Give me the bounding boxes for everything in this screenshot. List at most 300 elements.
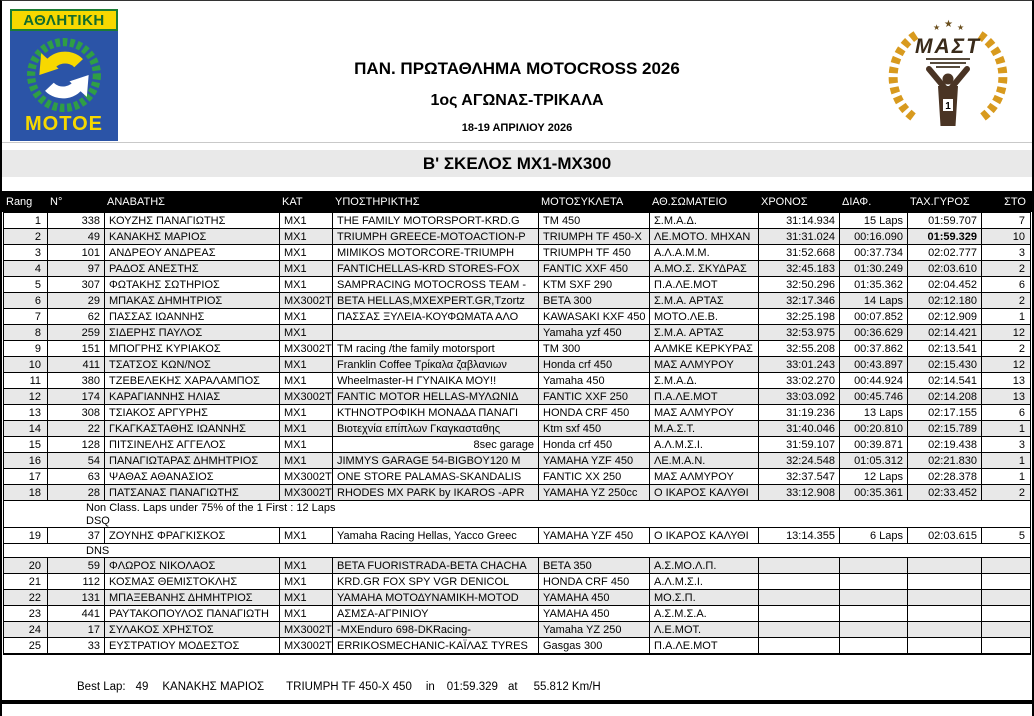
cell-bike: Yamaha 450 — [539, 373, 650, 388]
cell-category: MX1 — [280, 277, 333, 292]
cell-bestlap — [908, 638, 982, 653]
cell-category: MX1 — [280, 405, 333, 420]
cell-diff: 00:37.862 — [840, 341, 908, 356]
cell-club: Α.Λ.Μ.Σ.Ι. — [650, 437, 759, 452]
cell-number: 49 — [48, 229, 105, 244]
cell-rider: ΓΚΑΓΚΑΣΤΑΘΗΣ ΙΩΑΝΝΗΣ — [105, 421, 280, 436]
cell-club: Α.ΜΟ.Σ. ΣΚΥΔΡΑΣ — [650, 261, 759, 276]
cell-category: MX1 — [280, 245, 333, 260]
cell-sponsor: Βιοτεχνία επίπλων Γκαγκασταθης — [333, 421, 539, 436]
cell-lap-number: 5 — [1018, 529, 1025, 542]
cell-diff — [840, 638, 908, 653]
cell-bike: KTM SXF 290 — [539, 277, 650, 292]
cell-category: MX1 — [280, 261, 333, 276]
cell-bestlap: 02:21.830 — [908, 453, 982, 468]
cell-rank: 24 — [4, 622, 48, 637]
cell-diff: 13 Laps — [840, 405, 908, 420]
best-lap-label: Best Lap: — [77, 681, 126, 693]
cell-time: 33:12.908 — [759, 485, 840, 500]
cell-bike: FANTIC XXF 450 — [539, 261, 650, 276]
cell-diff — [840, 574, 908, 589]
cell-club: Π.Α.ΛΕ.ΜΟΤ — [650, 277, 759, 292]
cell-rider: ΠΑΝΑΓΙΩΤΑΡΑΣ ΔΗΜΗΤΡΙΟΣ — [105, 453, 280, 468]
cell-sponsor: Yamaha Racing Hellas, Yacco Greec — [333, 528, 539, 543]
mast-subtitle-line — [936, 66, 960, 68]
motoe-athletic-label: ΑΘΛΗΤΙΚΗ — [10, 9, 118, 31]
cell-category: MX1 — [280, 213, 333, 228]
result-row — [4, 292, 1030, 308]
cell-diff: 00:43.897 — [840, 357, 908, 372]
cell-bestlap: 02:14.421 — [908, 325, 982, 340]
cell-time — [759, 622, 840, 637]
cell-time — [759, 558, 840, 573]
cell-club: ΜΑΣ ΑΛΜΥΡΟΥ — [650, 357, 759, 372]
race-date: 18-19 ΑΠΡΙΛΙΟΥ 2026 — [461, 122, 573, 134]
cell-sponsor: Franklin Coffee Τρίκαλα ζαβλανιων — [333, 357, 539, 372]
cell-number: 380 — [48, 373, 105, 388]
cell-rank: 10 — [4, 357, 48, 372]
cell-time: 32:17.346 — [759, 293, 840, 308]
race-title: 1ος ΑΓΩΝΑΣ-ΤΡΙΚΑΛΑ — [430, 92, 604, 109]
cell-diff — [840, 590, 908, 605]
cell-number: 308 — [48, 405, 105, 420]
cell-lap-number — [982, 574, 1030, 589]
cell-time: 33:03.092 — [759, 389, 840, 404]
cell-time: 31:31.024 — [759, 229, 840, 244]
cell-diff: 00:20.810 — [840, 421, 908, 436]
result-row — [4, 573, 1030, 589]
result-row — [4, 324, 1030, 340]
cell-lap-number: 12 — [1012, 358, 1025, 371]
mast-star-icon: ★ — [933, 23, 941, 32]
table-header-row — [2, 191, 1032, 212]
title-block — [2, 1, 1032, 134]
cell-club: ΛΕ.Μ.Α.Ν. — [650, 453, 759, 468]
result-row — [4, 605, 1030, 621]
cell-rider: ΚΟΥΖΗΣ ΠΑΝΑΓΙΩΤΗΣ — [105, 213, 280, 228]
cell-rank: 18 — [4, 485, 48, 500]
cell-club: ΜΑΣ ΑΛΜΥΡΟΥ — [650, 405, 759, 420]
cell-club: Π.Α.ΛΕ.ΜΟΤ — [650, 638, 759, 653]
cell-category: MX1 — [280, 437, 333, 452]
cell-sponsor: YAMAHA ΜΟΤΟΔΥΝΑΜΙΚΗ-MOTOD — [333, 590, 539, 605]
cell-lap-number: 1 — [1018, 310, 1025, 323]
cell-club: Ο ΙΚΑΡΟΣ ΚΑΛΥΘΙ — [650, 528, 759, 543]
cell-bike: TM 450 — [539, 213, 650, 228]
result-row — [4, 388, 1030, 404]
result-row — [4, 356, 1030, 372]
cell-bestlap: 02:15.430 — [908, 357, 982, 372]
cell-bestlap: 02:04.452 — [908, 277, 982, 292]
cell-number: 33 — [48, 638, 105, 653]
result-row — [4, 372, 1030, 388]
cell-number: 112 — [48, 574, 105, 589]
cell-club: Α.Σ.Μ.Σ.Α. — [650, 606, 759, 621]
cell-rank: 13 — [4, 405, 48, 420]
cell-time: 31:40.046 — [759, 421, 840, 436]
cell-club: Α.Λ.Μ.Σ.Ι. — [650, 574, 759, 589]
result-row — [4, 308, 1030, 324]
cell-number: 37 — [48, 528, 105, 543]
cell-rider: ΦΩΤΑΚΗΣ ΣΩΤΗΡΙΟΣ — [105, 277, 280, 292]
cell-bike: YAMAHA YZF 450 — [539, 453, 650, 468]
cell-time: 31:19.236 — [759, 405, 840, 420]
cell-number: 28 — [48, 485, 105, 500]
mast-figure-icon — [929, 69, 967, 126]
cell-rank: 2 — [4, 229, 48, 244]
cell-bestlap: 02:19.438 — [908, 437, 982, 452]
divider-line — [2, 142, 1032, 143]
mast-star-icon: ★ — [944, 19, 953, 30]
cell-category: MX1 — [280, 357, 333, 372]
table-body — [3, 212, 1031, 655]
motoe-label: ΜΟΤΟΕ — [25, 113, 103, 135]
cell-rider: ΚΟΣΜΑΣ ΘΕΜΙΣΤΟΚΛΗΣ — [105, 574, 280, 589]
cell-bike: FANTIC XX 250 — [539, 469, 650, 484]
cell-club: ΜΟΤΟ.ΛΕ.Β. — [650, 309, 759, 324]
cell-sponsor: TM racing /the family motorsport — [333, 341, 539, 356]
cell-bike: TM 300 — [539, 341, 650, 356]
cell-rider: ΑΝΔΡΕΟΥ ΑΝΔΡΕΑΣ — [105, 245, 280, 260]
best-lap-summary — [2, 655, 1032, 700]
cell-club: Σ.Μ.Α.Δ. — [650, 373, 759, 388]
cell-time: 33:01.243 — [759, 357, 840, 372]
cell-bestlap: 02:28.378 — [908, 469, 982, 484]
header-cell-lap-number: ΣΤΟ — [980, 191, 1032, 212]
cell-time: 32:50.296 — [759, 277, 840, 292]
cell-sponsor: KRD.GR FOX SPY VGR DENICOL — [333, 574, 539, 589]
cell-sponsor: FANTICHELLAS-KRD STORES-FOX — [333, 261, 539, 276]
result-row — [4, 404, 1030, 420]
cell-diff: 00:37.734 — [840, 245, 908, 260]
cell-lap-number: 12 — [1012, 326, 1025, 339]
cell-diff: 00:45.746 — [840, 389, 908, 404]
header-cell-bike: ΜΟΤΟΣΥΚΛΕΤΑ — [537, 191, 648, 212]
cell-sponsor: BETA HELLAS,MXEXPERT.GR,Tzortz — [333, 293, 539, 308]
result-row — [4, 212, 1030, 228]
cell-bike: KAWASAKI KXF 450 — [539, 309, 650, 324]
cell-sponsor: BETA FUORISTRADA-BETA CHACHA — [333, 558, 539, 573]
cell-rider: ΤΣΑΤΣΟΣ ΚΩΝ/ΝΟΣ — [105, 357, 280, 372]
cell-club: Σ.Μ.Α. ΑΡΤΑΣ — [650, 325, 759, 340]
cell-lap-number — [982, 638, 1030, 653]
best-lap-at-word: at — [507, 681, 518, 693]
cell-club: ΜΟ.Σ.Π. — [650, 590, 759, 605]
cell-club: Σ.Μ.Α.Δ. — [650, 213, 759, 228]
cell-rider: ΠΑΤΣΑΝΑΣ ΠΑΝΑΓΙΩΤΗΣ — [105, 485, 280, 500]
cell-category: MX1 — [280, 421, 333, 436]
cell-rider: ΖΟΥΝΗΣ ΦΡΑΓΚΙΣΚΟΣ — [105, 528, 280, 543]
cell-rank: 9 — [4, 341, 48, 356]
cell-sponsor: RHODES MX PARK by IKAROS -APR — [333, 485, 539, 500]
cell-number: 307 — [48, 277, 105, 292]
cell-bike: YAMAHA 450 — [539, 590, 650, 605]
cell-category: MX3002T — [280, 293, 333, 308]
cell-number: 259 — [48, 325, 105, 340]
header-cell-sponsor: ΥΠΟΣΤΗΡΙΚΤΗΣ — [331, 191, 537, 212]
cell-number: 29 — [48, 293, 105, 308]
cell-bestlap — [908, 574, 982, 589]
cell-bike: Honda crf 450 — [539, 357, 650, 372]
cell-bike: Gasgas 300 — [539, 638, 650, 653]
cell-diff: 01:05.312 — [840, 453, 908, 468]
cell-category: MX1 — [280, 229, 333, 244]
cell-rank: 15 — [4, 437, 48, 452]
cell-category: MX1 — [280, 606, 333, 621]
cell-number: 411 — [48, 357, 105, 372]
cell-club: ΛΕ.ΜΟΤΟ. ΜΗΧΑΝ — [650, 229, 759, 244]
cell-category: MX1 — [280, 528, 333, 543]
cell-bestlap: 02:17.155 — [908, 405, 982, 420]
cell-lap-number: 7 — [1018, 214, 1025, 227]
cell-lap-number: 13 — [1012, 374, 1025, 387]
cell-club: ΑΛΜΚΕ ΚΕΡΚΥΡΑΣ — [650, 341, 759, 356]
cell-rider: ΚΑΝΑΚΗΣ ΜΑΡΙΟΣ — [105, 229, 280, 244]
cell-bestlap: 02:14.208 — [908, 389, 982, 404]
cell-rider: ΕΥΣΤΡΑΤΙΟΥ ΜΟΔΕΣΤΟΣ — [105, 638, 280, 653]
cell-diff — [840, 558, 908, 573]
result-row — [4, 228, 1030, 244]
cell-bestlap — [908, 606, 982, 621]
cell-bestlap: 01:59.329 — [908, 229, 982, 244]
result-row — [4, 468, 1030, 484]
cell-number: 62 — [48, 309, 105, 324]
result-row — [4, 452, 1030, 468]
cell-time — [759, 574, 840, 589]
cell-rank: 6 — [4, 293, 48, 308]
cell-category: MX1 — [280, 574, 333, 589]
cell-number: 101 — [48, 245, 105, 260]
cell-number: 59 — [48, 558, 105, 573]
result-row — [4, 589, 1030, 605]
cell-rider: ΜΠΑΞΕΒΑΝΗΣ ΔΗΜΗΤΡΙΟΣ — [105, 590, 280, 605]
cell-bike: HONDA CRF 450 — [539, 574, 650, 589]
cell-club: Α.Σ.ΜΟ.Λ.Π. — [650, 558, 759, 573]
cell-rank: 25 — [4, 638, 48, 653]
cell-diff: 6 Laps — [840, 528, 908, 543]
cell-category: MX1 — [280, 558, 333, 573]
cell-lap-number — [982, 590, 1030, 605]
results-table — [2, 191, 1032, 655]
cell-time: 31:52.668 — [759, 245, 840, 260]
cell-bike: YAMAHA YZF 450 — [539, 528, 650, 543]
cell-rider: ΤΣΙΑΚΟΣ ΑΡΓΥΡΗΣ — [105, 405, 280, 420]
cell-sponsor: TRIUMPH GREECE-MOTOACTION-P — [333, 229, 539, 244]
cell-lap-number — [982, 622, 1030, 637]
header-cell-rank: Rang — [2, 191, 46, 212]
cell-rank: 12 — [4, 389, 48, 404]
cell-number: 17 — [48, 622, 105, 637]
cell-rider: ΠΙΤΣΙΝΕΛΗΣ ΑΓΓΕΛΟΣ — [105, 437, 280, 452]
cell-sponsor: ΚΤΗΝΟΤΡΟΦΙΚΗ ΜΟΝΑΔΑ ΠΑΝΑΓΙ — [333, 405, 539, 420]
cell-diff: 01:30.249 — [840, 261, 908, 276]
cell-bestlap: 02:02.777 — [908, 245, 982, 260]
cell-number: 22 — [48, 421, 105, 436]
cell-lap-number: 2 — [1018, 486, 1025, 499]
cell-category: MX1 — [280, 453, 333, 468]
cell-category: MX3002T — [280, 389, 333, 404]
result-row — [4, 260, 1030, 276]
cell-number: 97 — [48, 261, 105, 276]
result-row — [4, 557, 1030, 573]
cell-club: Λ.Ε.ΜΟΤ. — [650, 622, 759, 637]
cell-rank: 8 — [4, 325, 48, 340]
cell-number: 54 — [48, 453, 105, 468]
cell-diff: 00:07.852 — [840, 309, 908, 324]
cell-sponsor: MIMIKOS MOTORCORE-TRIUMPH — [333, 245, 539, 260]
cell-diff: 12 Laps — [840, 469, 908, 484]
cell-bestlap: 02:12.180 — [908, 293, 982, 308]
cell-diff: 15 Laps — [840, 213, 908, 228]
cell-club: Σ.Μ.Α. ΑΡΤΑΣ — [650, 293, 759, 308]
cell-rider: ΣΥΛΑΚΟΣ ΧΡΗΣΤΟΣ — [105, 622, 280, 637]
cell-bike: BETA 350 — [539, 558, 650, 573]
cell-diff: 01:35.362 — [840, 277, 908, 292]
cell-bestlap: 02:12.909 — [908, 309, 982, 324]
cell-bike: FANTIC XXF 250 — [539, 389, 650, 404]
note-row: DSQ — [4, 514, 1030, 527]
cell-sponsor: ERRIKOSMECHANIC-ΚΑΪΛΑΣ TYRES — [333, 638, 539, 653]
cell-time: 32:24.548 — [759, 453, 840, 468]
cell-sponsor: THE FAMILY MOTORSPORT-KRD.G — [333, 213, 539, 228]
cell-category: MX3002T — [280, 622, 333, 637]
note-row: Non Class. Laps under 75% of the 1 First : 12 Laps — [4, 500, 1030, 514]
section-heading: Β' ΣΚΕΛΟΣ MX1-MX300 — [422, 153, 612, 173]
mast-wreath-left-icon — [893, 35, 916, 119]
best-lap-rider-name: ΚΑΝΑΚΗΣ ΜΑΡΙΟΣ — [162, 681, 265, 693]
cell-bike: TRIUMPH TF 450-X — [539, 229, 650, 244]
cell-rank: 23 — [4, 606, 48, 621]
cell-rider: ΜΠΑΚΑΣ ΔΗΜΗΤΡΙΟΣ — [105, 293, 280, 308]
cell-rider: ΜΠΟΓΡΗΣ ΚΥΡΙΑΚΟΣ — [105, 341, 280, 356]
cell-bike: TRIUMPH TF 450 — [539, 245, 650, 260]
mast-subtitle-line — [926, 58, 970, 60]
result-row — [4, 484, 1030, 500]
cell-category: MX3002T — [280, 341, 333, 356]
header-cell-number: N° — [46, 191, 103, 212]
cell-time: 32:37.547 — [759, 469, 840, 484]
cell-bike: Yamaha YZ 250 — [539, 622, 650, 637]
cell-rank: 16 — [4, 453, 48, 468]
cell-time — [759, 638, 840, 653]
cell-rank: 22 — [4, 590, 48, 605]
cell-bike: YAMAHA 450 — [539, 606, 650, 621]
motoe-wreath-arrows-icon — [18, 33, 110, 117]
cell-bestlap: 02:14.541 — [908, 373, 982, 388]
cell-time — [759, 590, 840, 605]
cell-rank: 3 — [4, 245, 48, 260]
mast-wreath-right-icon — [980, 35, 1003, 119]
cell-diff — [840, 606, 908, 621]
cell-rider: ΚΑΡΑΓΙΑΝΝΗΣ ΗΛΙΑΣ — [105, 389, 280, 404]
cell-number: 131 — [48, 590, 105, 605]
cell-number: 151 — [48, 341, 105, 356]
cell-rank: 20 — [4, 558, 48, 573]
cell-lap-number: 1 — [1018, 422, 1025, 435]
result-row — [4, 621, 1030, 637]
cell-sponsor: -MXEnduro 698-DKRacing- — [333, 622, 539, 637]
best-lap-rider-number: 49 — [135, 681, 149, 693]
cell-rank: 17 — [4, 469, 48, 484]
cell-rank: 4 — [4, 261, 48, 276]
header-cell-rider: ΑΝΑΒΑΤΗΣ — [103, 191, 278, 212]
cell-category: MX3002T — [280, 469, 333, 484]
cell-time: 13:14.355 — [759, 528, 840, 543]
cell-rider: ΡΑΔΟΣ ΑΝΕΣΤΗΣ — [105, 261, 280, 276]
cell-diff: 00:39.871 — [840, 437, 908, 452]
cell-time: 32:25.198 — [759, 309, 840, 324]
cell-rank: 11 — [4, 373, 48, 388]
document-header — [2, 1, 1032, 142]
cell-time: 33:02.270 — [759, 373, 840, 388]
cell-lap-number: 2 — [1018, 294, 1025, 307]
cell-category: MX3002T — [280, 638, 333, 653]
cell-club: Α.Λ.Α.Μ.Μ. — [650, 245, 759, 260]
cell-rider: ΣΙΔΕΡΗΣ ΠΑΥΛΟΣ — [105, 325, 280, 340]
motoe-emblem — [10, 31, 118, 141]
cell-sponsor: FANTIC MOTOR HELLAS-ΜΥΛΩΝΙΔ — [333, 389, 539, 404]
cell-bestlap — [908, 590, 982, 605]
cell-sponsor: ΑΣΜΣΑ-ΑΓΡΙΝΙΟΥ — [333, 606, 539, 621]
cell-lap-number: 13 — [1012, 390, 1025, 403]
mast-subtitle-line — [930, 62, 966, 64]
cell-rider: ΨΑΘΑΣ ΑΘΑΝΑΣΙΟΣ — [105, 469, 280, 484]
best-lap-time: 01:59.329 — [446, 681, 498, 693]
cell-rank: 14 — [4, 421, 48, 436]
cell-lap-number: 2 — [1018, 342, 1025, 355]
cell-bike: Yamaha yzf 450 — [539, 325, 650, 340]
header-cell-time: ΧΡΟΝΟΣ — [757, 191, 838, 212]
cell-rank: 1 — [4, 213, 48, 228]
result-row — [4, 527, 1030, 543]
cell-lap-number — [982, 558, 1030, 573]
motoe-logo — [10, 9, 118, 141]
cell-sponsor: JIMMYS GARAGE 54-BIGBOY120 M — [333, 453, 539, 468]
cell-diff — [840, 622, 908, 637]
cell-lap-number: 3 — [1018, 438, 1025, 451]
cell-bestlap: 01:59.707 — [908, 213, 982, 228]
cell-sponsor: Wheelmaster-Η ΓΥΝΑΙΚΑ ΜΟΥ!! — [333, 373, 539, 388]
cell-bestlap: 02:03.615 — [908, 528, 982, 543]
cell-number: 128 — [48, 437, 105, 452]
cell-time: 32:55.208 — [759, 341, 840, 356]
cell-time: 31:59.107 — [759, 437, 840, 452]
cell-rank: 19 — [4, 528, 48, 543]
cell-bike: BETA 300 — [539, 293, 650, 308]
cell-club: Μ.Α.Σ.Τ. — [650, 421, 759, 436]
note-row: DNS — [4, 543, 1030, 557]
cell-number: 174 — [48, 389, 105, 404]
best-lap-speed: 55.812 Km/H — [533, 681, 601, 693]
result-row — [4, 637, 1030, 653]
result-row — [4, 244, 1030, 260]
cell-lap-number: 10 — [1012, 230, 1025, 243]
cell-club: ΜΑΣ ΑΛΜΥΡΟΥ — [650, 469, 759, 484]
cell-sponsor: ΠΑΣΣΑΣ ΞΥΛΕΙΑ-ΚΟΥΦΩΜΑΤΑ ΑΛΟ — [333, 309, 539, 324]
best-lap-bike: TRIUMPH TF 450-X 450 — [286, 681, 412, 693]
result-row — [4, 276, 1030, 292]
cell-bestlap: 02:13.541 — [908, 341, 982, 356]
cell-lap-number: 1 — [1018, 470, 1025, 483]
cell-bike: Honda crf 450 — [539, 437, 650, 452]
cell-club: Ο ΙΚΑΡΟΣ ΚΑΛΥΘΙ — [650, 485, 759, 500]
cell-rider: ΤΖΕΒΕΛΕΚΗΣ ΧΑΡΑΛΑΜΠΟΣ — [105, 373, 280, 388]
best-lap-in-word: in — [425, 681, 435, 693]
cell-diff: 14 Laps — [840, 293, 908, 308]
header-cell-category: ΚΑΤ — [278, 191, 331, 212]
cell-diff: 00:35.361 — [840, 485, 908, 500]
cell-bike: HONDA CRF 450 — [539, 405, 650, 420]
